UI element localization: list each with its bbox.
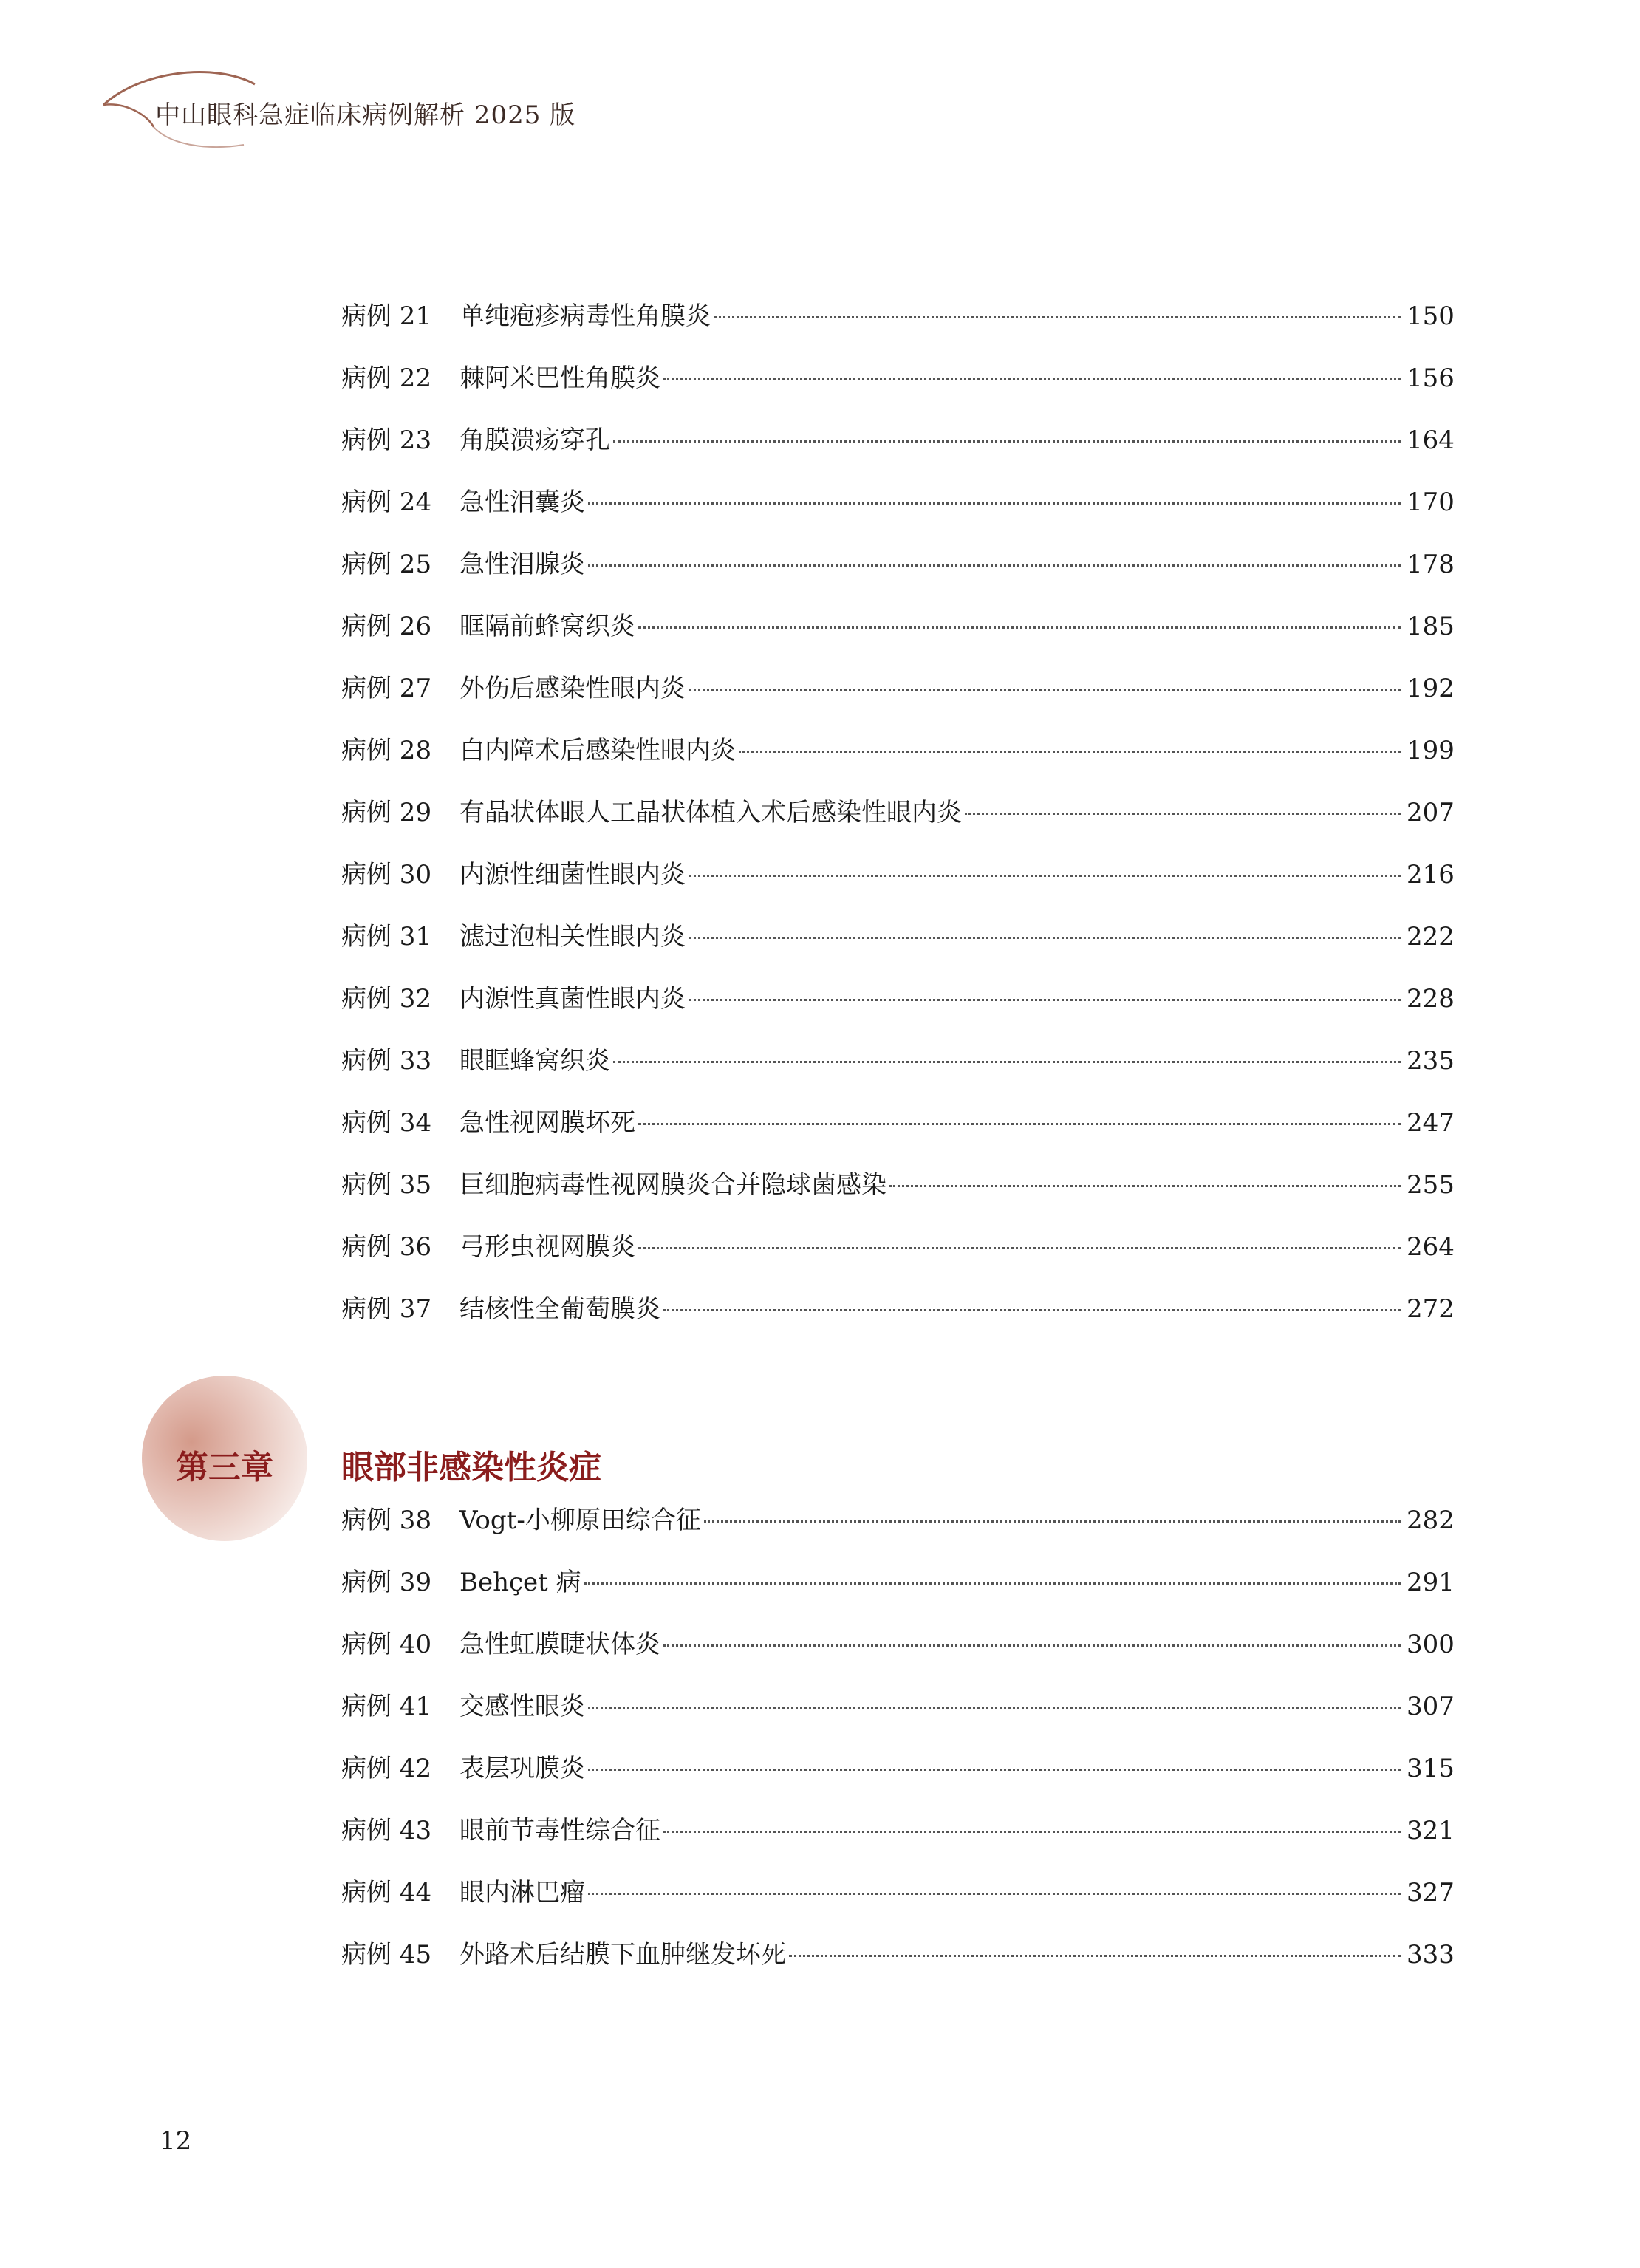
toc-case-title: Vogt-小柳原田综合征 xyxy=(459,1506,701,1535)
toc-case-number: 病例 35 xyxy=(341,1170,432,1200)
toc-page-number: 307 xyxy=(1407,1692,1455,1721)
toc-dot-leader xyxy=(638,1123,1401,1125)
toc-case-number: 病例 37 xyxy=(341,1294,432,1324)
toc-entry[interactable] xyxy=(341,363,1455,426)
toc-dot-leader xyxy=(663,1831,1401,1833)
toc-page-number: 327 xyxy=(1407,1878,1455,1907)
toc-dot-leader xyxy=(588,564,1401,567)
toc-entry[interactable] xyxy=(341,674,1455,736)
toc-page-number: 178 xyxy=(1407,550,1455,579)
toc-case-title: 内源性细菌性眼内炎 xyxy=(459,860,686,889)
toc-case-number: 病例 21 xyxy=(341,301,432,331)
toc-case-number: 病例 28 xyxy=(341,736,432,765)
toc-page-number: 192 xyxy=(1407,674,1455,703)
toc-case-title: 外伤后感染性眼内炎 xyxy=(459,674,686,703)
toc-page-number: 228 xyxy=(1407,984,1455,1014)
toc-dot-leader xyxy=(789,1955,1401,1957)
chapter-title: 眼部非感染性炎症 xyxy=(341,1449,601,1486)
toc-page-number: 300 xyxy=(1407,1630,1455,1659)
toc-case-number: 病例 42 xyxy=(341,1754,432,1783)
toc-case-number: 病例 38 xyxy=(341,1506,432,1535)
running-header-title: 中山眼科急症临床病例解析 2025 版 xyxy=(155,100,576,130)
toc-case-number: 病例 29 xyxy=(341,798,432,827)
toc-case-title: 外路术后结膜下血肿继发坏死 xyxy=(459,1940,786,1970)
toc-case-title: 内源性真菌性眼内炎 xyxy=(459,984,686,1014)
toc-case-number: 病例 23 xyxy=(341,426,432,455)
toc-dot-leader xyxy=(689,689,1401,691)
toc-entry[interactable] xyxy=(341,612,1455,674)
toc-dot-leader xyxy=(638,626,1401,629)
toc-entry[interactable] xyxy=(341,1878,1455,1940)
toc-case-number: 病例 25 xyxy=(341,550,432,579)
toc-case-title: 棘阿米巴性角膜炎 xyxy=(459,363,660,393)
toc-page-number: 156 xyxy=(1407,363,1455,393)
toc-case-title: 交感性眼炎 xyxy=(459,1692,585,1721)
toc-case-number: 病例 41 xyxy=(341,1692,432,1721)
toc-case-title: Behçet 病 xyxy=(459,1568,581,1597)
toc-case-title: 白内障术后感染性眼内炎 xyxy=(459,736,736,765)
toc-case-number: 病例 34 xyxy=(341,1108,432,1138)
toc-page-number: 264 xyxy=(1407,1232,1455,1262)
toc-entry[interactable] xyxy=(341,860,1455,922)
chapter-number: 第三章 xyxy=(176,1449,273,1486)
toc-entry[interactable] xyxy=(341,301,1455,363)
toc-entry[interactable] xyxy=(341,1294,1455,1356)
toc-case-title: 结核性全葡萄膜炎 xyxy=(459,1294,660,1324)
toc-entry[interactable] xyxy=(341,488,1455,550)
toc-dot-leader xyxy=(588,1707,1401,1709)
toc-case-title: 单纯疱疹病毒性角膜炎 xyxy=(459,301,711,331)
toc-case-number: 病例 44 xyxy=(341,1878,432,1907)
toc-page-number: 170 xyxy=(1407,488,1455,517)
toc-case-number: 病例 24 xyxy=(341,488,432,517)
toc-case-number: 病例 45 xyxy=(341,1940,432,1970)
toc-page-number: 199 xyxy=(1407,736,1455,765)
toc-page-number: 333 xyxy=(1407,1940,1455,1970)
toc-page-number: 207 xyxy=(1407,798,1455,827)
toc-dot-leader xyxy=(584,1582,1401,1585)
toc-case-number: 病例 39 xyxy=(341,1568,432,1597)
toc-case-title: 急性泪腺炎 xyxy=(459,550,585,579)
toc-dot-leader xyxy=(704,1520,1401,1523)
toc-case-title: 巨细胞病毒性视网膜炎合并隐球菌感染 xyxy=(459,1170,886,1200)
toc-case-number: 病例 22 xyxy=(341,363,432,393)
toc-case-title: 角膜溃疡穿孔 xyxy=(459,426,610,455)
toc-case-title: 急性虹膜睫状体炎 xyxy=(459,1630,660,1659)
toc-case-title: 眼内淋巴瘤 xyxy=(459,1878,585,1907)
toc-case-title: 有晶状体眼人工晶状体植入术后感染性眼内炎 xyxy=(459,798,962,827)
toc-case-number: 病例 32 xyxy=(341,984,432,1014)
toc-entry[interactable] xyxy=(341,1232,1455,1294)
toc-page-number: 315 xyxy=(1407,1754,1455,1783)
toc-dot-leader xyxy=(663,1309,1401,1311)
toc-entry[interactable] xyxy=(341,1940,1455,2002)
toc-page-number: 235 xyxy=(1407,1046,1455,1076)
toc-case-number: 病例 33 xyxy=(341,1046,432,1076)
toc-page-number: 247 xyxy=(1407,1108,1455,1138)
toc-page-number: 150 xyxy=(1407,301,1455,331)
toc-dot-leader xyxy=(965,813,1401,815)
toc-entry[interactable] xyxy=(341,736,1455,798)
toc-entry[interactable] xyxy=(341,1568,1455,1630)
toc-case-number: 病例 31 xyxy=(341,922,432,952)
toc-case-title: 急性视网膜坏死 xyxy=(459,1108,635,1138)
toc-page-number: 164 xyxy=(1407,426,1455,455)
toc-entry[interactable] xyxy=(341,984,1455,1046)
toc-case-title: 眶隔前蜂窝织炎 xyxy=(459,612,635,641)
toc-case-number: 病例 30 xyxy=(341,860,432,889)
toc-dot-leader xyxy=(638,1247,1401,1249)
toc-list-infectious xyxy=(341,301,1455,1356)
toc-list-noninfectious xyxy=(341,1506,1455,2002)
toc-case-title: 表层巩膜炎 xyxy=(459,1754,585,1783)
toc-dot-leader xyxy=(739,751,1401,753)
toc-page-number: 255 xyxy=(1407,1170,1455,1200)
toc-page-number: 222 xyxy=(1407,922,1455,952)
toc-case-number: 病例 36 xyxy=(341,1232,432,1262)
toc-entry[interactable] xyxy=(341,1630,1455,1692)
toc-dot-leader xyxy=(663,1644,1401,1647)
toc-dot-leader xyxy=(889,1185,1401,1187)
toc-case-title: 眼眶蜂窝织炎 xyxy=(459,1046,610,1076)
toc-page-number: 291 xyxy=(1407,1568,1455,1597)
toc-case-title: 滤过泡相关性眼内炎 xyxy=(459,922,686,952)
toc-entry[interactable] xyxy=(341,1816,1455,1878)
toc-entry[interactable] xyxy=(341,550,1455,612)
toc-dot-leader xyxy=(689,937,1401,939)
running-header xyxy=(96,64,657,152)
toc-page-number: 272 xyxy=(1407,1294,1455,1324)
toc-case-number: 病例 43 xyxy=(341,1816,432,1845)
page-number: 12 xyxy=(160,2126,192,2156)
toc-entry[interactable] xyxy=(341,1170,1455,1232)
toc-dot-leader xyxy=(588,502,1401,505)
toc-case-title: 弓形虫视网膜炎 xyxy=(459,1232,635,1262)
toc-entry[interactable] xyxy=(341,1046,1455,1108)
toc-case-title: 眼前节毒性综合征 xyxy=(459,1816,660,1845)
toc-case-title: 急性泪囊炎 xyxy=(459,488,585,517)
toc-case-number: 病例 40 xyxy=(341,1630,432,1659)
toc-entry[interactable] xyxy=(341,1692,1455,1754)
toc-entry[interactable] xyxy=(341,426,1455,488)
toc-case-number: 病例 27 xyxy=(341,674,432,703)
toc-case-number: 病例 26 xyxy=(341,612,432,641)
toc-entry[interactable] xyxy=(341,1754,1455,1816)
toc-entry[interactable] xyxy=(341,1506,1455,1568)
toc-dot-leader xyxy=(588,1893,1401,1895)
toc-page-number: 282 xyxy=(1407,1506,1455,1535)
toc-dot-leader xyxy=(613,440,1401,443)
toc-dot-leader xyxy=(588,1769,1401,1771)
toc-page-number: 185 xyxy=(1407,612,1455,641)
toc-entry[interactable] xyxy=(341,1108,1455,1170)
toc-page-number: 321 xyxy=(1407,1816,1455,1845)
toc-entry[interactable] xyxy=(341,922,1455,984)
toc-entry[interactable] xyxy=(341,798,1455,860)
toc-dot-leader xyxy=(663,378,1401,380)
toc-dot-leader xyxy=(714,316,1401,318)
toc-dot-leader xyxy=(613,1061,1401,1063)
toc-dot-leader xyxy=(689,875,1401,877)
toc-page-number: 216 xyxy=(1407,860,1455,889)
toc-dot-leader xyxy=(689,999,1401,1001)
